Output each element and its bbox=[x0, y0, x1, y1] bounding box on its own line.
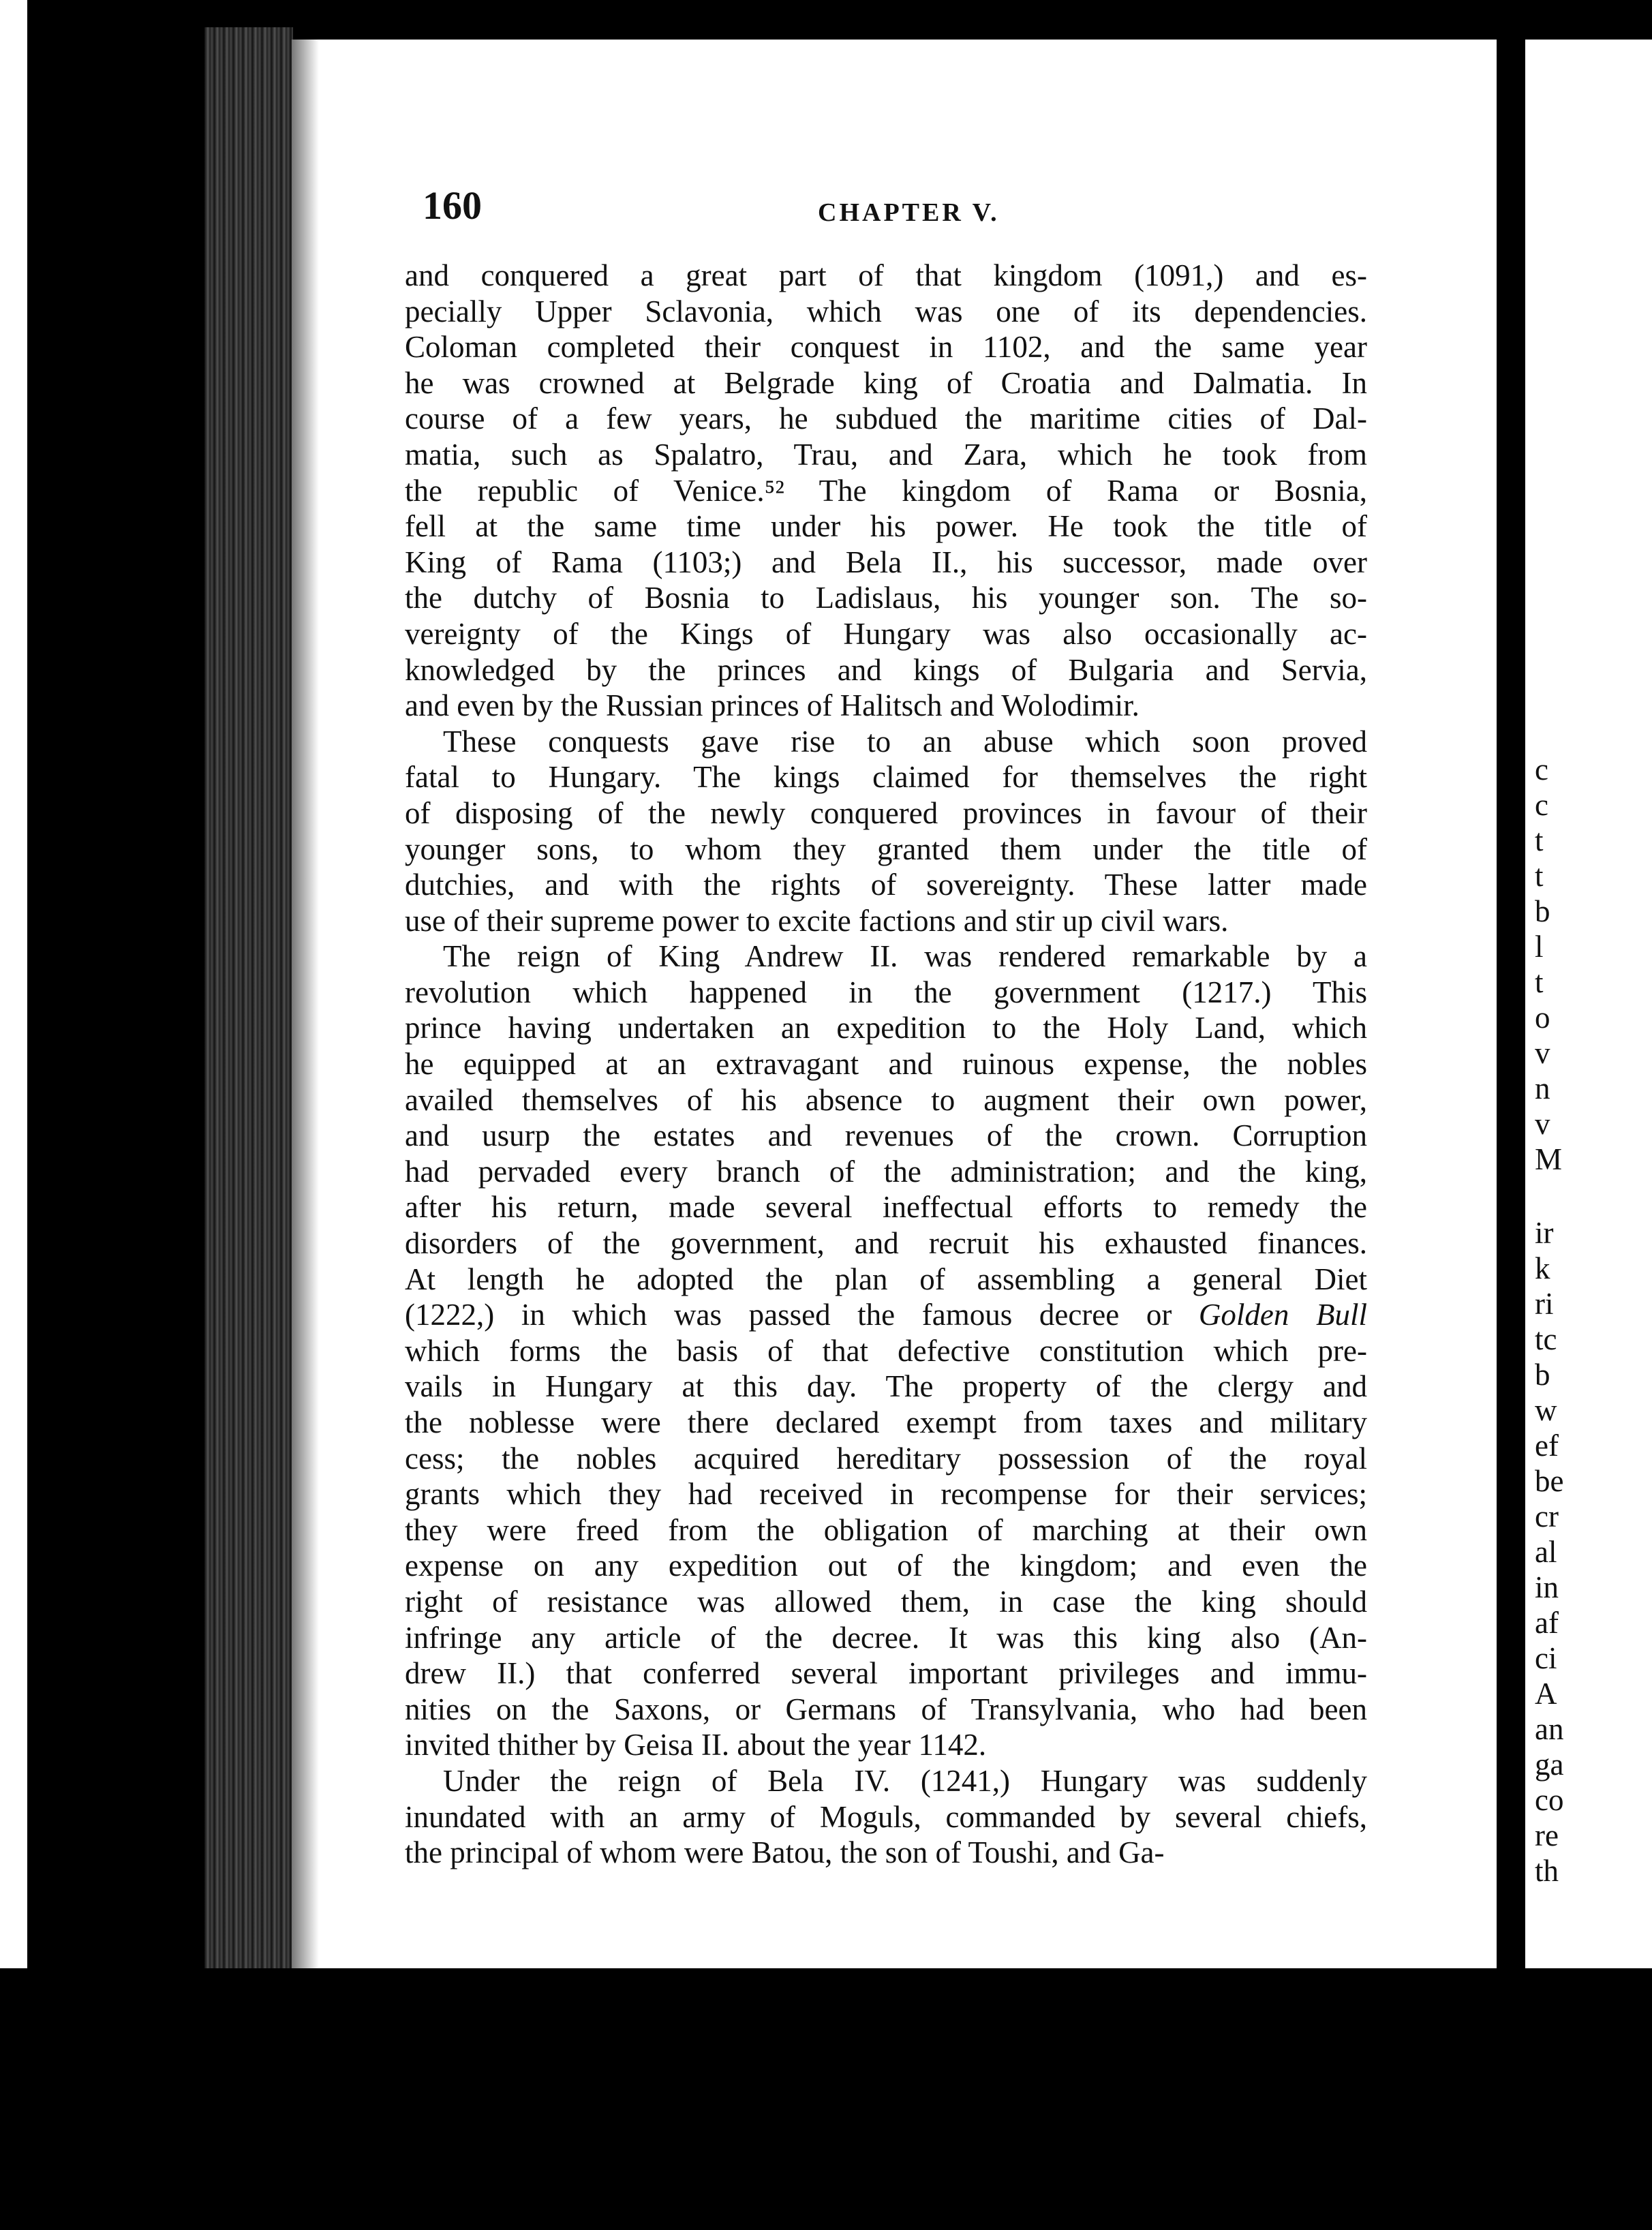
text-line: (1222,) in which was passed the famous decree or Golden Bull bbox=[405, 1298, 1367, 1332]
facing-page-fragment: v bbox=[1535, 1107, 1550, 1141]
facing-page-fragment: b bbox=[1535, 1358, 1550, 1392]
text-line: These conquests gave rise to an abuse which soon proved bbox=[443, 724, 1367, 759]
facing-page-fragment: ci bbox=[1535, 1641, 1557, 1675]
text-line: of disposing of the newly conquered provinces in favour of their bbox=[405, 795, 1367, 830]
text-line: had pervaded every branch of the administration; and the king, bbox=[405, 1154, 1367, 1189]
text-line: vereignty of the Kings of Hungary was also occasionally ac- bbox=[405, 616, 1367, 651]
facing-page-fragment: ef bbox=[1535, 1429, 1559, 1463]
facing-page-fragment: t bbox=[1535, 823, 1544, 857]
text-line: infringe any article of the decree. It was this king also (An- bbox=[405, 1620, 1367, 1655]
facing-page-fragment: co bbox=[1535, 1783, 1564, 1817]
page-number: 160 bbox=[423, 183, 482, 228]
text-line: prince having undertaken an expedition to the Holy Land, which bbox=[405, 1011, 1367, 1045]
facing-page-fragment: M bbox=[1535, 1142, 1563, 1176]
scan-background bbox=[0, 1968, 1652, 2230]
text-line: fatal to Hungary. The kings claimed for themselves the right bbox=[405, 760, 1367, 795]
text-line: and usurp the estates and revenues of the crown. Corruption bbox=[405, 1118, 1367, 1153]
book-spine bbox=[204, 27, 293, 1970]
text-line: Under the reign of Bela IV. (1241,) Hungary was suddenly bbox=[443, 1763, 1367, 1798]
text-line: cess; the nobles acquired hereditary possession of the royal bbox=[405, 1441, 1367, 1476]
text-line: after his return, made several ineffectual efforts to remedy the bbox=[405, 1190, 1367, 1225]
facing-page-fragment: ga bbox=[1535, 1747, 1564, 1782]
text-line: younger sons, to whom they granted them under the title of bbox=[405, 831, 1367, 866]
text-line: and conquered a great part of that kingdom (1091,) and es- bbox=[405, 258, 1367, 292]
facing-page-fragment: c bbox=[1535, 788, 1548, 822]
facing-page-fragment: af bbox=[1535, 1606, 1559, 1640]
text-line: he equipped at an extravagant and ruinous expense, the nobles bbox=[405, 1047, 1367, 1082]
facing-page-fragment: cr bbox=[1535, 1499, 1559, 1533]
text-line: At length he adopted the plan of assembling a general Diet bbox=[405, 1262, 1367, 1296]
facing-page-fragment: t bbox=[1535, 965, 1544, 999]
text-line: inundated with an army of Moguls, commanded by several chiefs, bbox=[405, 1799, 1367, 1834]
text-line: grants which they had received in recompense for their services; bbox=[405, 1477, 1367, 1512]
facing-page-fragment: ri bbox=[1535, 1287, 1554, 1321]
chapter-title: CHAPTER V. bbox=[818, 198, 1000, 227]
body-text bbox=[405, 258, 1367, 1871]
facing-page-fragment: th bbox=[1535, 1854, 1559, 1888]
facing-page-fragment: ir bbox=[1535, 1216, 1554, 1250]
text-line: pecially Upper Sclavonia, which was one of its dependencies. bbox=[405, 294, 1367, 329]
facing-page-fragment: an bbox=[1535, 1712, 1564, 1746]
text-line: he was crowned at Belgrade king of Croatia and Dalmatia. In bbox=[405, 365, 1367, 400]
text-line: fell at the same time under his power. He took the title of bbox=[405, 509, 1367, 544]
text-line: vails in Hungary at this day. The property of the clergy and bbox=[405, 1369, 1367, 1404]
facing-page-fragment: b bbox=[1535, 894, 1550, 928]
text-line: expense on any expedition out of the kingdom; and even the bbox=[405, 1548, 1367, 1583]
text-line: which forms the basis of that defective constitution which pre- bbox=[405, 1333, 1367, 1368]
text-line: the noblesse were there declared exempt from taxes and military bbox=[405, 1405, 1367, 1439]
facing-page-fragment: be bbox=[1535, 1464, 1564, 1498]
text-line: availed themselves of his absence to augment their own power, bbox=[405, 1082, 1367, 1117]
text-line: nities on the Saxons, or Germans of Transylvania, who had been bbox=[405, 1692, 1367, 1726]
facing-page-fragment: in bbox=[1535, 1570, 1559, 1604]
page-shadow bbox=[292, 40, 319, 1968]
facing-page bbox=[1525, 40, 1652, 1968]
facing-page-fragment: l bbox=[1535, 930, 1544, 964]
page-gutter bbox=[1497, 40, 1525, 1968]
facing-page-fragment: al bbox=[1535, 1535, 1557, 1569]
facing-page-fragment: tc bbox=[1535, 1322, 1557, 1356]
facing-page-fragment: w bbox=[1535, 1393, 1557, 1427]
facing-page-fragment: re bbox=[1535, 1818, 1559, 1852]
facing-page-fragment: o bbox=[1535, 1001, 1550, 1035]
facing-page-fragment: c bbox=[1535, 752, 1548, 786]
facing-page-fragment: n bbox=[1535, 1071, 1550, 1105]
text-line: knowledged by the princes and kings of Bulgaria and Servia, bbox=[405, 652, 1367, 687]
text-line: The reign of King Andrew II. was rendered remarkable by a bbox=[443, 939, 1367, 974]
text-line: revolution which happened in the government (1217.) This bbox=[405, 975, 1367, 1009]
facing-page-fragment: v bbox=[1535, 1036, 1550, 1070]
text-line: dutchies, and with the rights of sovereignty. These latter made bbox=[405, 868, 1367, 902]
text-line: drew II.) that conferred several important privileges and immu- bbox=[405, 1656, 1367, 1691]
text-line: matia, such as Spalatro, Trau, and Zara, which he took from bbox=[405, 437, 1367, 472]
text-line: right of resistance was allowed them, in case the king should bbox=[405, 1584, 1367, 1619]
text-line: and even by the Russian princes of Halitsch and Wolodimir. bbox=[405, 688, 1139, 723]
text-line: the republic of Venice.⁵² The kingdom of Rama or Bosnia, bbox=[405, 473, 1367, 508]
text-line: they were freed from the obligation of marching at their own bbox=[405, 1512, 1367, 1547]
text-line: King of Rama (1103;) and Bela II., his successor, made over bbox=[405, 545, 1367, 579]
text-line: the principal of whom were Batou, the son of Toushi, and Ga- bbox=[405, 1835, 1165, 1870]
text-line: invited thither by Geisa II. about the year 1142. bbox=[405, 1728, 987, 1762]
text-line: the dutchy of Bosnia to Ladislaus, his younger son. The so- bbox=[405, 581, 1367, 615]
facing-page-fragment: A bbox=[1535, 1677, 1557, 1711]
text-line: Coloman completed their conquest in 1102, and the same year bbox=[405, 330, 1367, 365]
text-line: disorders of the government, and recruit his exhausted finances. bbox=[405, 1226, 1367, 1261]
scan-edge bbox=[0, 0, 27, 2230]
page-header bbox=[423, 183, 1356, 237]
text-line: use of their supreme power to excite factions and stir up civil wars. bbox=[405, 903, 1229, 938]
facing-page-fragment: t bbox=[1535, 859, 1544, 893]
facing-page-fragment: k bbox=[1535, 1251, 1550, 1285]
text-line: course of a few years, he subdued the maritime cities of Dal- bbox=[405, 401, 1367, 436]
